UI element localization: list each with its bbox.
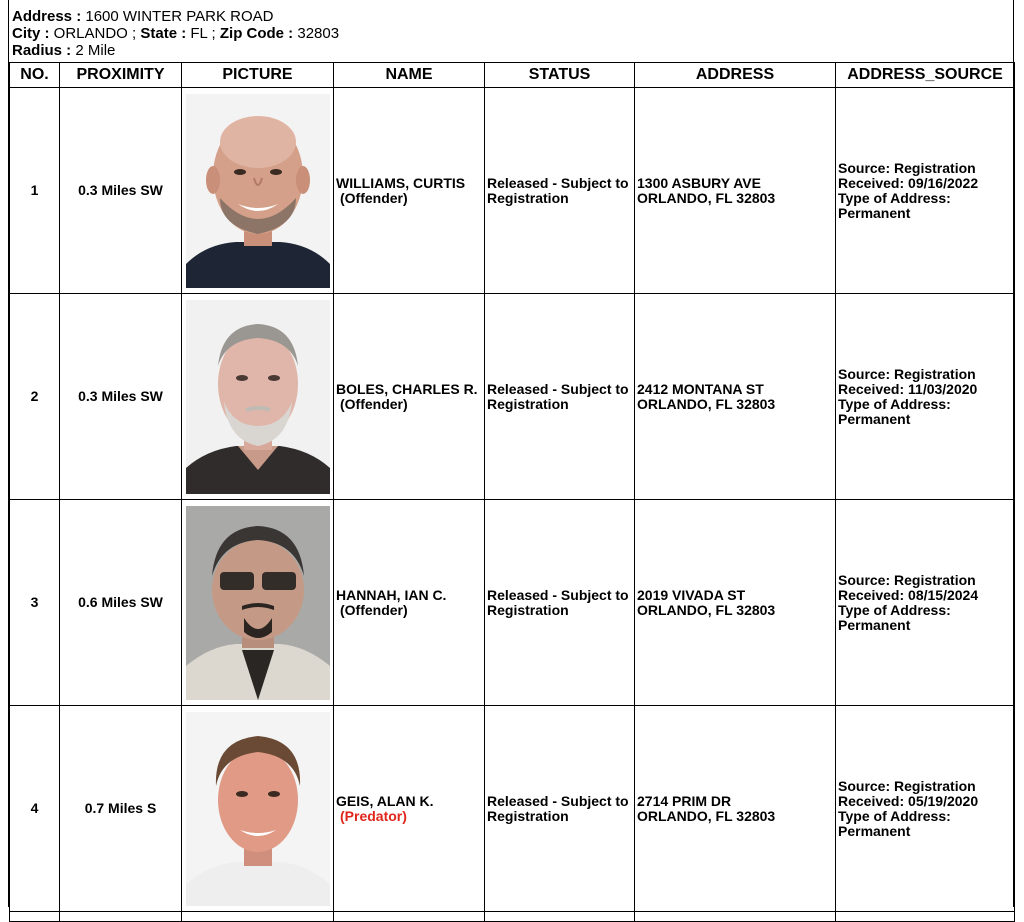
offender-type: (Offender) bbox=[340, 189, 408, 206]
address-label: Address : bbox=[12, 8, 82, 25]
partial-cell bbox=[485, 912, 635, 922]
partial-cell bbox=[635, 912, 836, 922]
address-street: 1300 ASBURY AVE bbox=[637, 174, 761, 191]
source-type: Source: Registration bbox=[838, 159, 976, 176]
column-header-picture: PICTURE bbox=[182, 63, 334, 88]
address-city: ORLANDO, FL 32803 bbox=[637, 807, 776, 824]
row-name-cell bbox=[334, 88, 485, 294]
partial-cell bbox=[60, 912, 182, 922]
row-address-source-cell bbox=[836, 294, 1015, 500]
source-received: Received: 11/03/2020 bbox=[838, 380, 978, 397]
column-header-status: STATUS bbox=[485, 63, 635, 88]
source-address-type: Permanent bbox=[838, 204, 911, 221]
mugshot-photo[interactable] bbox=[186, 300, 330, 494]
row-status: Released - Subject to Registration bbox=[485, 500, 635, 706]
source-type: Source: Registration bbox=[838, 571, 976, 588]
row-picture-cell bbox=[182, 706, 334, 912]
row-status: Released - Subject to Registration bbox=[485, 706, 635, 912]
column-header-proximity: PROXIMITY bbox=[60, 63, 182, 88]
row-name-cell bbox=[334, 294, 485, 500]
table-row bbox=[10, 706, 1015, 912]
partial-cell bbox=[836, 912, 1015, 922]
source-address-type-label: Type of Address: bbox=[838, 189, 951, 206]
radius-value: 2 Mile bbox=[75, 42, 116, 59]
source-address-type: Permanent bbox=[838, 616, 911, 633]
city-label: City : bbox=[12, 25, 50, 42]
table-row-partial bbox=[10, 912, 1015, 922]
predator-type: (Predator) bbox=[340, 807, 407, 824]
city-value: ORLANDO bbox=[53, 25, 128, 42]
table-row bbox=[10, 88, 1015, 294]
source-address-type-label: Type of Address: bbox=[838, 601, 951, 618]
row-address-source-cell bbox=[836, 706, 1015, 912]
row-picture-cell bbox=[182, 294, 334, 500]
state-value: FL bbox=[190, 25, 208, 42]
mugshot-photo[interactable] bbox=[186, 506, 330, 700]
source-received: Received: 08/15/2024 bbox=[838, 586, 979, 603]
table-row bbox=[10, 294, 1015, 500]
address-city: ORLANDO, FL 32803 bbox=[637, 395, 776, 412]
row-address-cell bbox=[635, 294, 836, 500]
address-city: ORLANDO, FL 32803 bbox=[637, 189, 776, 206]
offender-type: (Offender) bbox=[340, 395, 408, 412]
address-line bbox=[12, 8, 1013, 25]
offender-name[interactable]: BOLES, CHARLES R. bbox=[336, 380, 478, 397]
mugshot-man-with-glasses-goatee-icon bbox=[186, 506, 330, 700]
row-address-source-cell bbox=[836, 500, 1015, 706]
table-header-row bbox=[10, 63, 1015, 88]
partial-cell bbox=[182, 912, 334, 922]
table-row bbox=[10, 500, 1015, 706]
source-address-type: Permanent bbox=[838, 410, 911, 427]
source-received: Received: 09/16/2022 bbox=[838, 174, 979, 191]
row-number: 1 bbox=[10, 88, 60, 294]
offender-type: (Offender) bbox=[340, 601, 408, 618]
address-city: ORLANDO, FL 32803 bbox=[637, 601, 776, 618]
row-status: Released - Subject to Registration bbox=[485, 88, 635, 294]
row-number: 2 bbox=[10, 294, 60, 500]
address-street: 2412 MONTANA ST bbox=[637, 380, 764, 397]
address-value: 1600 WINTER PARK ROAD bbox=[85, 8, 274, 25]
zip-value: 32803 bbox=[297, 25, 340, 42]
offender-name[interactable]: GEIS, ALAN K. bbox=[336, 792, 434, 809]
column-header-address: ADDRESS bbox=[635, 63, 836, 88]
row-proximity: 0.3 Miles SW bbox=[60, 88, 182, 294]
offender-name[interactable]: HANNAH, IAN C. bbox=[336, 586, 447, 603]
row-name-cell bbox=[334, 500, 485, 706]
row-picture-cell bbox=[182, 88, 334, 294]
row-address-cell bbox=[635, 706, 836, 912]
row-name-cell bbox=[334, 706, 485, 912]
row-address-source-cell bbox=[836, 88, 1015, 294]
address-street: 2019 VIVADA ST bbox=[637, 586, 746, 603]
mugshot-bald-smiling-man-icon bbox=[186, 94, 330, 288]
partial-cell bbox=[334, 912, 485, 922]
radius-line bbox=[12, 42, 1013, 59]
source-type: Source: Registration bbox=[838, 777, 976, 794]
search-criteria-header bbox=[9, 0, 1013, 62]
row-number: 4 bbox=[10, 706, 60, 912]
column-header-no: NO. bbox=[10, 63, 60, 88]
row-address-cell bbox=[635, 500, 836, 706]
source-address-type-label: Type of Address: bbox=[838, 807, 951, 824]
row-status: Released - Subject to Registration bbox=[485, 294, 635, 500]
row-address-cell bbox=[635, 88, 836, 294]
city-state-zip-line: City : ORLANDO ; State : FL ; Zip Code : 32803 bbox=[12, 25, 340, 42]
partial-cell bbox=[10, 912, 60, 922]
offender-name[interactable]: WILLIAMS, CURTIS bbox=[336, 174, 466, 191]
mugshot-photo[interactable] bbox=[186, 94, 330, 288]
row-number: 3 bbox=[10, 500, 60, 706]
row-proximity: 0.6 Miles SW bbox=[60, 500, 182, 706]
row-proximity: 0.7 Miles S bbox=[60, 706, 182, 912]
report-page bbox=[8, 0, 1014, 907]
row-proximity: 0.3 Miles SW bbox=[60, 294, 182, 500]
source-type: Source: Registration bbox=[838, 365, 976, 382]
mugshot-photo[interactable] bbox=[186, 712, 330, 906]
state-label: State : bbox=[140, 25, 187, 42]
row-picture-cell bbox=[182, 500, 334, 706]
mugshot-gray-haired-bearded-man-icon bbox=[186, 300, 330, 494]
source-received: Received: 05/19/2020 bbox=[838, 792, 979, 809]
column-header-name: NAME bbox=[334, 63, 485, 88]
radius-label: Radius : bbox=[12, 42, 72, 59]
column-header-address-source: ADDRESS_SOURCE bbox=[836, 63, 1015, 88]
source-address-type: Permanent bbox=[838, 822, 911, 839]
offender-table bbox=[9, 62, 1015, 922]
mugshot-brown-haired-man-icon bbox=[186, 712, 330, 906]
address-street: 2714 PRIM DR bbox=[637, 792, 732, 809]
zip-label: Zip Code : bbox=[219, 25, 294, 42]
source-address-type-label: Type of Address: bbox=[838, 395, 951, 412]
